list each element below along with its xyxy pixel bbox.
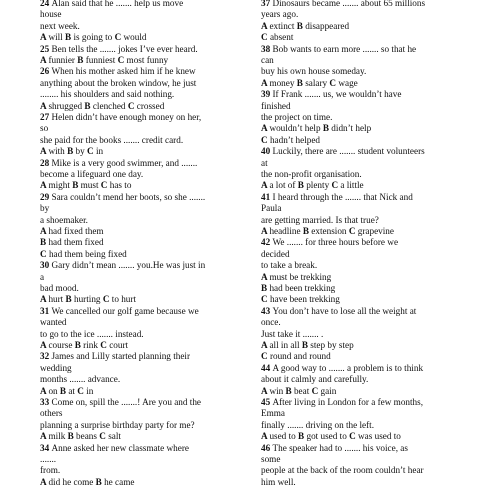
text-run: so xyxy=(40,123,49,134)
text-run: funnier xyxy=(48,55,78,65)
text-run: Anne asked her new classmate where xyxy=(51,442,189,453)
text-line xyxy=(261,215,379,226)
bold-label: A xyxy=(40,32,49,43)
text-line xyxy=(261,32,293,43)
bold-label: B xyxy=(302,226,312,236)
text-run: win xyxy=(269,385,286,396)
text-run: people at the back of the room couldn’t hear xyxy=(261,465,424,476)
text-run: Dinosaurs became ....... about 65 millions xyxy=(272,0,426,8)
text-run: didn’t help xyxy=(331,123,372,134)
bold-label: 40 xyxy=(261,146,273,157)
text-run: to take a break. xyxy=(261,260,318,271)
text-run: Emma xyxy=(261,408,285,419)
text-line xyxy=(261,89,401,100)
text-line xyxy=(261,9,298,20)
text-line xyxy=(40,272,44,283)
text-line xyxy=(261,55,274,66)
text-run: a shoemaker. xyxy=(40,214,88,225)
text-line xyxy=(261,123,371,134)
text-run: salary xyxy=(305,77,330,88)
text-line xyxy=(40,260,205,271)
bold-label: C xyxy=(40,248,49,259)
text-run: funniest xyxy=(85,55,118,65)
bold-label: B xyxy=(40,237,49,248)
text-line xyxy=(261,351,331,362)
text-line xyxy=(40,420,195,431)
text-line xyxy=(40,226,104,237)
text-run: did he come xyxy=(48,476,96,487)
text-line xyxy=(40,78,196,89)
text-run: once. xyxy=(261,317,281,328)
text-line xyxy=(40,169,143,180)
text-run: Ben tells the ....... jokes I’ve ever heard. xyxy=(51,43,198,54)
text-run: on xyxy=(48,385,60,396)
text-run: course xyxy=(48,340,75,350)
text-run: round and round xyxy=(269,351,331,362)
bold-label: B xyxy=(65,294,74,305)
text-run: must xyxy=(80,180,101,191)
text-line xyxy=(40,386,93,397)
text-run: disappeared xyxy=(305,20,350,31)
text-run: hadn’t helped xyxy=(269,134,321,145)
text-run: crossed xyxy=(136,100,165,111)
text-line xyxy=(261,272,331,283)
bold-label: C xyxy=(100,180,110,191)
text-run: months ....... advance. xyxy=(40,374,121,385)
bold-label: C xyxy=(102,294,112,305)
bold-label: B xyxy=(296,20,306,31)
right-column xyxy=(261,0,474,487)
text-line xyxy=(261,283,335,294)
text-run: The speaker had to ....... his voice, as xyxy=(272,442,408,453)
text-line xyxy=(261,78,358,89)
text-line xyxy=(40,44,198,55)
text-line xyxy=(261,21,349,32)
left-column xyxy=(40,0,253,487)
text-line xyxy=(261,374,368,385)
text-run: A good way to ....... a problem is to think xyxy=(272,362,424,373)
text-line xyxy=(261,237,398,248)
bold-label: C xyxy=(349,431,359,442)
bold-label: B xyxy=(285,385,294,396)
text-line xyxy=(40,397,201,408)
text-line xyxy=(40,123,48,134)
bold-label: 28 xyxy=(40,157,52,168)
bold-label: B xyxy=(297,180,307,191)
text-run: beans xyxy=(76,431,100,442)
text-run: she paid for the books ....... credit card. xyxy=(40,134,184,145)
text-line xyxy=(40,443,189,454)
text-line xyxy=(261,465,424,476)
text-line xyxy=(261,443,408,454)
bold-label: 42 xyxy=(261,237,273,248)
text-line xyxy=(40,32,146,43)
bold-label: B xyxy=(59,385,69,396)
bold-label: 38 xyxy=(261,43,273,54)
text-line xyxy=(40,237,104,248)
bold-label: 29 xyxy=(40,191,52,202)
text-line xyxy=(261,66,366,77)
text-run: Alan said that he ....... help us move xyxy=(51,0,184,8)
text-run: hurt xyxy=(48,294,66,305)
text-run: was used to xyxy=(358,431,401,442)
text-run: are getting married. Is that true? xyxy=(261,214,379,225)
text-run: him well. xyxy=(261,476,296,487)
text-line xyxy=(40,66,196,77)
text-run: will xyxy=(48,32,66,43)
text-line xyxy=(261,386,336,397)
text-run: the project on time. xyxy=(261,112,333,122)
bold-label: B xyxy=(65,32,74,43)
bold-label: C xyxy=(114,32,124,43)
text-line xyxy=(40,192,205,203)
bold-label: C xyxy=(261,351,270,362)
text-line xyxy=(40,249,127,260)
text-run: a lot of xyxy=(269,180,298,191)
bold-label: B xyxy=(84,100,93,111)
text-run: bad mood. xyxy=(40,283,79,293)
text-line xyxy=(40,215,88,226)
text-line xyxy=(261,306,416,317)
text-line xyxy=(261,169,362,180)
text-run: must be trekking xyxy=(269,271,332,282)
bold-label: A xyxy=(40,294,49,305)
text-line xyxy=(261,408,285,419)
text-run: got used to xyxy=(306,431,350,442)
bold-label: C xyxy=(311,385,321,396)
bold-label: A xyxy=(261,271,270,282)
bold-label: A xyxy=(40,431,49,442)
bold-label: C xyxy=(261,134,270,145)
text-line xyxy=(261,294,340,305)
text-run: at xyxy=(261,157,268,168)
text-run: others xyxy=(40,408,63,419)
text-line xyxy=(261,44,416,55)
text-line xyxy=(40,135,183,146)
text-run: Helen didn’t have enough money on her, xyxy=(51,112,202,122)
text-run: We cancelled our golf game because we xyxy=(51,305,199,316)
bold-label: A xyxy=(40,340,49,350)
text-run: James and Lilly started planning their xyxy=(51,351,191,362)
bold-label: 46 xyxy=(261,442,273,453)
bold-label: A xyxy=(261,385,270,396)
text-run: buy his own house someday. xyxy=(261,66,367,77)
text-line xyxy=(40,180,131,191)
text-run: would xyxy=(123,32,147,43)
bold-label: 27 xyxy=(40,112,52,122)
text-run: hurting xyxy=(73,294,103,305)
text-line xyxy=(40,112,201,123)
text-run: Paula xyxy=(261,203,282,214)
bold-label: B xyxy=(261,283,270,293)
text-run: You don’t have to lose all the weight at xyxy=(272,305,417,316)
text-line xyxy=(261,249,290,260)
bold-label: 39 xyxy=(261,89,273,100)
text-run: about it calmly and carefully. xyxy=(261,374,369,385)
text-run: had been trekking xyxy=(269,283,336,293)
text-run: by xyxy=(75,146,87,157)
text-line xyxy=(40,21,80,32)
text-line xyxy=(40,101,164,112)
text-run: had them fixed xyxy=(48,237,104,248)
text-line xyxy=(40,55,168,66)
text-line xyxy=(40,89,174,100)
text-line xyxy=(261,420,374,431)
text-run: a little xyxy=(340,180,364,191)
text-line xyxy=(261,340,354,351)
text-line xyxy=(40,203,49,214)
text-line xyxy=(40,146,103,157)
bold-label: A xyxy=(40,476,49,487)
text-run: court xyxy=(109,340,129,350)
text-run: rink xyxy=(83,340,101,350)
text-run: have been trekking xyxy=(269,294,340,305)
text-line xyxy=(261,477,296,488)
text-line xyxy=(40,329,144,340)
text-run: all in all xyxy=(269,340,302,350)
text-run: decided xyxy=(261,248,290,259)
text-run: ....... xyxy=(40,454,57,464)
bold-label: B xyxy=(95,476,105,487)
text-run: planning a surprise birthday party for me? xyxy=(40,419,195,430)
bold-label: 41 xyxy=(261,191,273,202)
text-line xyxy=(261,112,332,123)
text-run: most funny xyxy=(126,55,169,65)
bold-label: B xyxy=(77,55,86,65)
bold-label: 44 xyxy=(261,362,273,373)
text-run: money xyxy=(269,77,297,88)
text-run: I heard through the ....... that Nick and xyxy=(272,191,413,202)
text-run: Luckily, there are ....... student volunteers xyxy=(272,146,425,157)
bold-label: A xyxy=(261,180,270,191)
text-run: grapevine xyxy=(357,226,394,236)
text-line xyxy=(261,363,423,374)
text-run: When his mother asked him if he knew xyxy=(51,66,196,77)
bold-label: A xyxy=(40,226,49,236)
text-run: wage xyxy=(338,77,358,88)
bold-label: 25 xyxy=(40,43,52,54)
text-line xyxy=(261,226,394,237)
text-run: Come on, spill the .......! Are you and the xyxy=(51,397,202,407)
bold-label: B xyxy=(322,123,332,134)
bold-label: A xyxy=(40,146,49,157)
text-line xyxy=(40,0,183,9)
bold-label: B xyxy=(296,77,306,88)
text-line xyxy=(40,294,136,305)
bold-label: A xyxy=(261,77,270,88)
bold-label: A xyxy=(40,100,49,111)
text-run: wedding xyxy=(40,362,72,373)
text-line xyxy=(261,397,423,408)
text-line xyxy=(261,203,281,214)
text-run: by xyxy=(40,203,50,214)
bold-label: 24 xyxy=(40,0,52,8)
text-run: with xyxy=(48,146,68,157)
bold-label: C xyxy=(100,340,110,350)
text-run: to go to the ice ....... instead. xyxy=(40,328,144,339)
bold-label: 34 xyxy=(40,442,52,453)
text-run: gain xyxy=(320,385,337,396)
bold-label: 37 xyxy=(261,0,273,8)
text-line xyxy=(261,180,364,191)
bold-label: C xyxy=(261,294,270,305)
bold-label: A xyxy=(40,385,49,396)
text-run: wouldn’t help xyxy=(269,123,323,134)
bold-label: A xyxy=(261,340,270,350)
bold-label: C xyxy=(348,226,358,236)
text-run: next week. xyxy=(40,20,80,31)
text-line xyxy=(261,0,425,9)
text-run: house xyxy=(40,9,62,20)
text-run: milk xyxy=(48,431,68,442)
text-run: can xyxy=(261,55,274,65)
text-run: Just take it ....... . xyxy=(261,328,324,339)
text-line xyxy=(40,158,197,169)
text-run: extension xyxy=(311,226,349,236)
text-line xyxy=(40,408,62,419)
text-run: Gary didn’t mean ....... you.He was just in xyxy=(51,260,206,271)
text-run: wanted xyxy=(40,317,67,328)
bold-label: C xyxy=(331,180,341,191)
text-run: in xyxy=(95,146,104,157)
bold-label: C xyxy=(87,146,96,157)
bold-label: C xyxy=(77,385,87,396)
text-run: shrugged xyxy=(48,100,85,111)
text-run: to hurt xyxy=(111,294,137,305)
text-run: some xyxy=(261,454,281,464)
text-run: absent xyxy=(269,32,294,43)
bold-label: 30 xyxy=(40,260,52,271)
text-run: finished xyxy=(261,100,291,111)
text-run: step by step xyxy=(310,340,354,350)
bold-label: C xyxy=(127,100,137,111)
bold-label: A xyxy=(40,180,49,191)
text-run: salt xyxy=(108,431,121,442)
text-run: might xyxy=(48,180,73,191)
bold-label: 31 xyxy=(40,305,52,316)
text-run: Sara couldn’t mend her boots, so she ....... xyxy=(51,191,206,202)
text-run: beat xyxy=(293,385,312,396)
bold-label: A xyxy=(261,123,270,134)
text-line xyxy=(40,363,72,374)
bold-label: C xyxy=(99,431,109,442)
text-run: extinct xyxy=(269,20,297,31)
text-line xyxy=(40,9,61,20)
bold-label: C xyxy=(261,32,270,43)
bold-label: C xyxy=(329,77,339,88)
text-run: plenty xyxy=(306,180,332,191)
text-run: clenched xyxy=(92,100,128,111)
bold-label: 26 xyxy=(40,66,52,77)
text-run: years ago. xyxy=(261,9,299,20)
text-line xyxy=(40,454,56,465)
text-line xyxy=(261,135,320,146)
bold-label: B xyxy=(67,146,76,157)
text-line xyxy=(261,317,281,328)
text-line xyxy=(261,329,323,340)
text-line xyxy=(40,317,67,328)
text-line xyxy=(261,101,291,112)
bold-label: B xyxy=(74,340,84,350)
text-run: a xyxy=(40,271,45,282)
text-run: had fixed them xyxy=(48,226,104,236)
text-run: from. xyxy=(40,465,61,476)
text-line xyxy=(40,374,120,385)
bold-label: B xyxy=(301,340,311,350)
text-run: finally ....... driving on the left. xyxy=(261,419,375,430)
text-run: Bob wants to earn more ....... so that he xyxy=(272,43,417,54)
bold-label: 32 xyxy=(40,351,52,362)
text-line xyxy=(261,260,317,271)
text-line xyxy=(261,158,268,169)
text-line xyxy=(261,146,425,157)
bold-label: B xyxy=(72,180,81,191)
text-line xyxy=(40,465,60,476)
bold-label: A xyxy=(261,431,270,442)
bold-label: C xyxy=(117,55,127,65)
text-run: in xyxy=(86,385,94,396)
text-run: become a lifeguard one day. xyxy=(40,169,144,179)
bold-label: B xyxy=(298,431,307,442)
bold-label: 45 xyxy=(261,397,273,407)
text-line xyxy=(40,351,190,362)
bold-label: A xyxy=(261,20,270,31)
bold-label: A xyxy=(261,226,270,236)
text-run: had them being fixed xyxy=(48,248,127,259)
text-line xyxy=(40,431,121,442)
text-run: After living in London for a few months, xyxy=(272,397,424,407)
text-run: at xyxy=(68,385,78,396)
text-run: the non-profit organisation. xyxy=(261,169,362,179)
bold-label: 33 xyxy=(40,397,52,407)
bold-label: B xyxy=(67,431,77,442)
text-line xyxy=(261,454,280,465)
text-run: We ....... for three hours before we xyxy=(272,237,399,248)
text-run: anything about the broken window, he just xyxy=(40,77,197,88)
text-run: he came xyxy=(104,476,135,487)
text-run: Mike is a very good swimmer, and ....... xyxy=(51,157,198,168)
bold-label: A xyxy=(40,55,49,65)
text-run: used to xyxy=(269,431,299,442)
text-run: ........ his shoulders and said nothing. xyxy=(40,89,175,100)
text-run: If Frank ....... us, we wouldn’t have xyxy=(272,89,402,100)
text-run: headline xyxy=(269,226,303,236)
text-run: is going to xyxy=(73,32,115,43)
text-run: has to xyxy=(109,180,132,191)
text-line xyxy=(40,283,79,294)
bold-label: 43 xyxy=(261,305,273,316)
text-line xyxy=(40,477,134,488)
text-line xyxy=(40,306,199,317)
text-line xyxy=(261,431,401,442)
text-line xyxy=(40,340,128,351)
text-line xyxy=(261,192,413,203)
